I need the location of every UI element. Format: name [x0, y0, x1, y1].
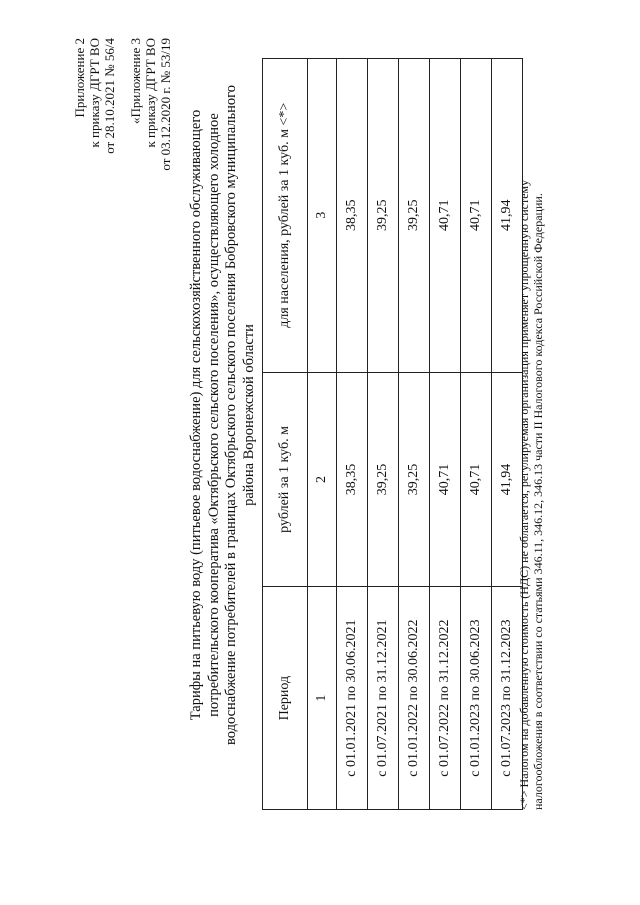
index-cell: 2 [308, 372, 337, 587]
tariff-cell: 41,94 [492, 372, 523, 587]
period-cell: с 01.07.2023 по 31.12.2023 [492, 587, 523, 810]
appendix-2-label: Приложение 2 [72, 38, 87, 118]
population-tariff-cell: 40,71 [430, 59, 461, 373]
appendix-2-order: к приказу ДГРТ ВО [87, 38, 102, 148]
index-cell: 1 [308, 587, 337, 810]
appendix-3-label: «Приложение 3 [128, 38, 143, 125]
appendix-3-order: к приказу ДГРТ ВО [143, 38, 158, 148]
period-cell: с 01.07.2022 по 31.12.2022 [430, 587, 461, 810]
index-cell: 3 [308, 59, 337, 373]
table-row [461, 59, 492, 810]
population-tariff-cell: 40,71 [461, 59, 492, 373]
period-cell: с 01.07.2021 по 31.12.2021 [368, 587, 399, 810]
table-row [430, 59, 461, 810]
appendix-3-reference [128, 38, 173, 171]
tariff-cell: 39,25 [368, 372, 399, 587]
header-tariff-population: для населения, рублей за 1 куб. м <*> [263, 59, 308, 373]
tariff-table [262, 58, 523, 810]
footnote-line-1: <*> Налогом на добавленную стоимость (НДС) не облагается, регулируемая организация применяет упрощенную систему [517, 179, 531, 810]
population-tariff-cell: 38,35 [337, 59, 368, 373]
table-header-row [263, 59, 308, 810]
period-cell: с 01.01.2022 по 30.06.2022 [399, 587, 430, 810]
title-line-1: Тарифы на питьевую воду (питьевое водоснабжение) для сельскохозяйственного обслуживающего [188, 109, 204, 721]
table-row [368, 59, 399, 810]
appendix-2-date: от 28.10.2021 № 56/4 [102, 38, 117, 154]
header-period: Период [263, 587, 308, 810]
appendix-2-reference [72, 38, 117, 154]
tariff-cell: 40,71 [461, 372, 492, 587]
title-line-4: района Воронежской области [240, 324, 257, 506]
vat-footnote [517, 58, 545, 810]
title-line-2: потребительского кооператива «Октябрьского сельского поселения», осуществляющего холодное [205, 113, 222, 717]
population-tariff-cell: 39,25 [399, 59, 430, 373]
population-tariff-cell: 41,94 [492, 59, 523, 373]
table-row [399, 59, 430, 810]
period-cell: с 01.01.2021 по 30.06.2021 [337, 587, 368, 810]
header-tariff: рублей за 1 куб. м [263, 372, 308, 587]
table-index-row [308, 59, 337, 810]
table-row [337, 59, 368, 810]
tariff-cell: 38,35 [337, 372, 368, 587]
document-title [188, 75, 258, 755]
tariff-cell: 39,25 [399, 372, 430, 587]
footnote-line-2: налогообложения в соответствии со статьями 346.11, 346.12, 346.13 части II Налогового кодекса Российской Федерации. [531, 193, 545, 810]
period-cell: с 01.01.2023 по 30.06.2023 [461, 587, 492, 810]
population-tariff-cell: 39,25 [368, 59, 399, 373]
tariff-cell: 40,71 [430, 372, 461, 587]
appendix-3-date: от 03.12.2020 г. № 53/19 [158, 38, 173, 171]
title-line-3: водоснабжение потребителей в границах Октябрьского сельского поселения Бобровского муниципального [223, 85, 239, 745]
